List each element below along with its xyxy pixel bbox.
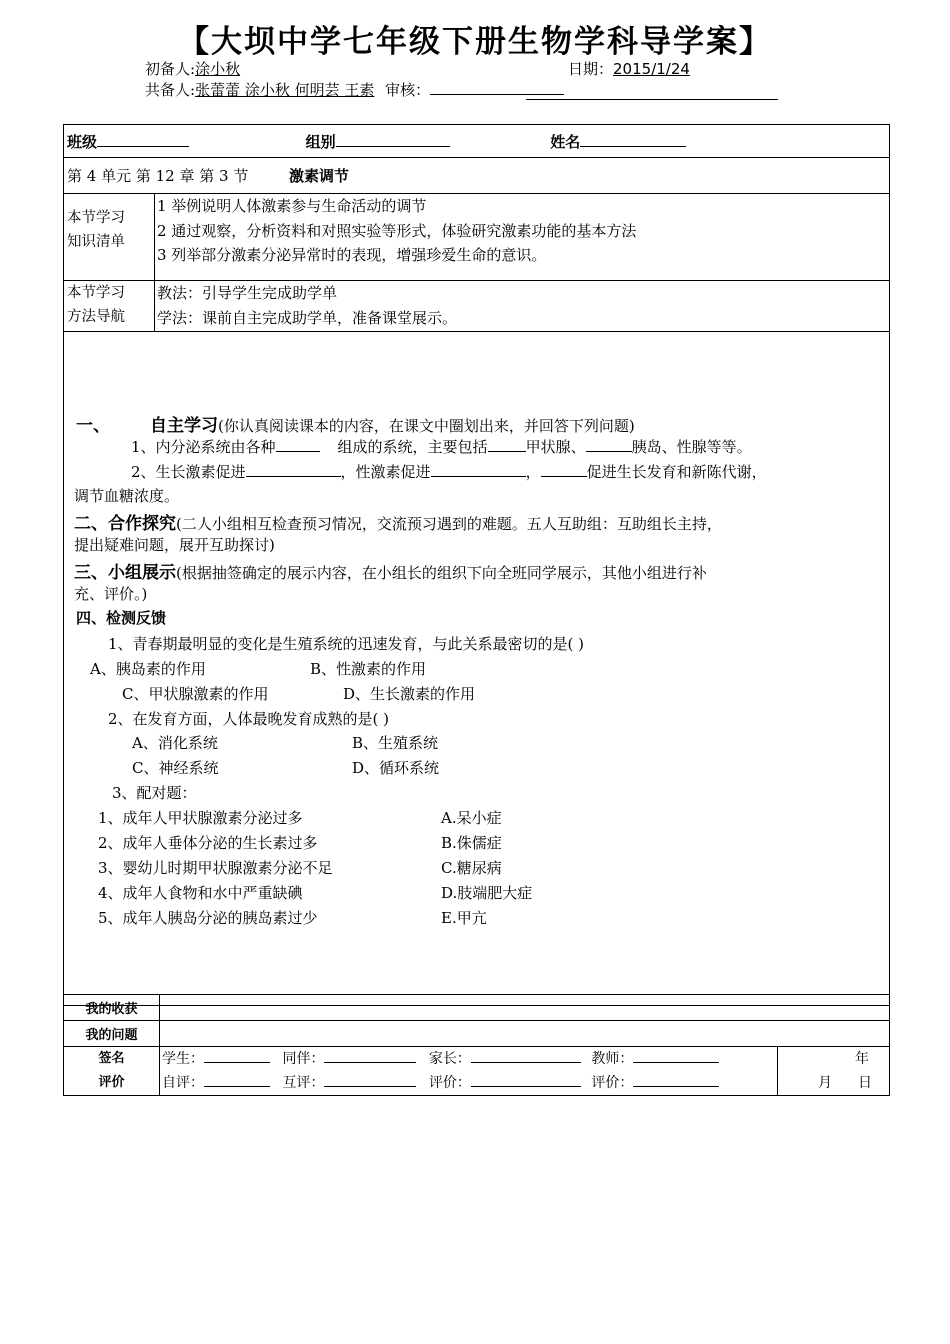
q2-text-a: 2、生长激素促进 (131, 463, 246, 481)
preparer-name: 涂小秋 (195, 60, 241, 78)
section-3-title: 三、小组展示 (74, 563, 176, 583)
t2-option-a[interactable]: A、消化系统 (132, 734, 218, 752)
t2-option-b[interactable]: B、生殖系统 (352, 734, 439, 752)
partner-label: 同伴： (282, 1051, 325, 1067)
name-blank[interactable] (580, 132, 686, 147)
section-1-num: 一、 (76, 416, 110, 436)
co-preparers-label: 共备人: (145, 81, 196, 99)
content-area (64, 332, 889, 1005)
header-rule (526, 99, 778, 100)
q1-text-c: 甲状腺、 (525, 438, 586, 456)
q2-blank-1[interactable] (246, 462, 341, 477)
group-blank[interactable] (336, 132, 450, 147)
section-1-note: (你认真阅读课本的内容，在课文中圈划出来，并回答下列问题) (218, 417, 635, 435)
section-2-note-cont: 提出疑难问题，展开互助探讨) (74, 536, 275, 554)
date-label: 日期： (568, 60, 614, 78)
question-1 (131, 436, 752, 457)
q1-text-d: 胰岛、性腺等等。 (631, 438, 752, 456)
unit-row (64, 158, 890, 194)
peer-eval-blank[interactable] (324, 1072, 416, 1087)
learning-method: 学法：课前自主完成助学单，准备课堂展示。 (157, 308, 458, 327)
harvest-field[interactable] (160, 995, 890, 1021)
match-left-item: 4、成年人食物和水中严重缺碘 (98, 884, 303, 902)
eval-label-2: 评价： (591, 1075, 634, 1091)
year-label: 年 (855, 1051, 869, 1067)
co-preparers: 张蕾蕾 涂小秋 何明芸 王素 (195, 81, 375, 99)
sign-label: 签名 (98, 1051, 125, 1066)
section-3-note-cont: 充、评价。) (74, 585, 148, 603)
t1-option-a[interactable]: A、胰岛素的作用 (90, 660, 206, 678)
preparer-label: 初备人: (145, 60, 196, 78)
reviewer-blank[interactable] (430, 80, 564, 95)
eval-blank-1[interactable] (471, 1072, 581, 1087)
eval-label-1: 评价： (428, 1075, 471, 1091)
student-info-row (64, 125, 890, 158)
match-right-item: A.呆小症 (441, 809, 502, 827)
section-1-title: 自主学习 (150, 416, 218, 436)
match-left-item: 5、成年人胰岛分泌的胰岛素过少 (98, 909, 318, 927)
t1-option-d[interactable]: D、生长激素的作用 (343, 685, 476, 703)
self-eval-label: 自评： (162, 1075, 204, 1091)
topic-text: 激素调节 (288, 167, 349, 185)
method-label-cell (64, 281, 155, 332)
class-label: 班级 (67, 132, 98, 151)
day-label: 日 (858, 1075, 872, 1091)
method-label-1: 本节学习 (67, 285, 125, 301)
test-question-1: 1、青春期最明显的变化是生殖系统的迅速发育，与此关系最密切的是( ) (108, 635, 585, 653)
t2-option-d[interactable]: D、循环系统 (352, 759, 440, 777)
teaching-method: 教法：引导学生完成助学单 (157, 284, 338, 302)
q2-text-c: ， (525, 463, 541, 481)
knowledge-label-2: 知识清单 (67, 234, 125, 250)
evaluate-label: 评价 (98, 1075, 125, 1090)
parent-sign-blank[interactable] (471, 1048, 581, 1063)
q2-blank-3[interactable] (541, 462, 587, 477)
test-question-3: 3、配对题： (112, 784, 197, 802)
section-2-note: (二人小组相互检查预习情况，交流预习遇到的难题。五人互助组：互助组长主持， (176, 515, 722, 533)
date-value: 2015/1/24 (613, 60, 690, 78)
question-2-cont: 调节血糖浓度。 (74, 487, 180, 505)
knowledge-item: 1 举例说明人体激素参与生命活动的调节 (157, 197, 427, 215)
q2-text-b: ，性激素促进 (340, 463, 431, 481)
question-2 (131, 461, 767, 482)
info-table (63, 124, 890, 1006)
match-left-item: 1、成年人甲状腺激素分泌过多 (98, 809, 303, 827)
date-line (568, 58, 690, 79)
knowledge-list (155, 194, 890, 281)
reviewer-label: 审核： (385, 81, 431, 99)
section-2-title: 二、合作探究 (74, 514, 176, 534)
student-label: 学生： (162, 1051, 204, 1067)
partner-sign-blank[interactable] (324, 1048, 416, 1063)
q1-blank-3[interactable] (586, 437, 632, 452)
section-3-heading (74, 558, 707, 583)
match-right-item: C.糖尿病 (441, 859, 502, 877)
knowledge-label-1: 本节学习 (67, 210, 125, 226)
self-eval-blank[interactable] (204, 1072, 270, 1087)
q1-blank-1[interactable] (276, 437, 320, 452)
group-label: 组别 (305, 132, 336, 151)
name-label: 姓名 (550, 132, 581, 151)
sign-eval-label-cell (64, 1047, 160, 1096)
teacher-sign-blank[interactable] (633, 1048, 719, 1063)
section-4-title: 四、检测反馈 (76, 609, 167, 627)
method-list (155, 281, 890, 332)
preparer-line (145, 58, 240, 79)
test-question-2: 2、在发育方面，人体最晚发育成熟的是( ) (108, 710, 390, 728)
match-left-item: 3、婴幼儿时期甲状腺激素分泌不足 (98, 859, 333, 877)
eval-blank-2[interactable] (633, 1072, 719, 1087)
q2-text-d: 促进生长发育和新陈代谢， (586, 463, 767, 481)
sign-fields (160, 1047, 778, 1096)
section-2-heading (74, 509, 722, 534)
harvest-label: 我的收获 (64, 995, 160, 1021)
match-right-item: D.肢端肥大症 (441, 884, 533, 902)
unit-text: 第 4 单元 第 12 章 第 3 节 (67, 167, 249, 185)
match-right-item: E.甲亢 (441, 909, 487, 927)
month-label: 月 (818, 1075, 832, 1091)
peer-eval-label: 互评： (282, 1075, 325, 1091)
question-label: 我的问题 (64, 1021, 160, 1047)
teacher-label: 教师： (591, 1051, 634, 1067)
q2-blank-2[interactable] (431, 462, 526, 477)
date-cell[interactable] (778, 1047, 890, 1096)
content-cell (64, 332, 890, 1006)
page-title: 【大坝中学七年级下册生物学科导学案】 (178, 24, 772, 60)
eval-row (162, 1071, 777, 1095)
t1-option-c[interactable]: C、甲状腺激素的作用 (122, 685, 269, 703)
section-3-note: (根据抽签确定的展示内容，在小组长的组织下向全班同学展示，其他小组进行补 (176, 564, 707, 582)
month-day-row (778, 1071, 889, 1095)
t2-option-c[interactable]: C、神经系统 (132, 759, 219, 777)
parent-label: 家长： (428, 1051, 471, 1067)
class-blank[interactable] (97, 132, 189, 147)
match-left-item: 2、成年人垂体分泌的生长素过多 (98, 834, 318, 852)
q1-blank-2[interactable] (488, 437, 526, 452)
question-field[interactable] (160, 1021, 890, 1047)
method-label-2: 方法导航 (67, 309, 125, 325)
q1-text-b: 组成的系统，主要包括 (337, 438, 488, 456)
knowledge-item: 2 通过观察，分析资料和对照实验等形式，体验研究激素功能的基本方法 (157, 221, 637, 240)
student-sign-blank[interactable] (204, 1048, 270, 1063)
match-right-item: B.侏儒症 (441, 834, 502, 852)
sign-row (162, 1047, 777, 1071)
co-preparers-line (145, 79, 564, 100)
knowledge-label-cell (64, 194, 155, 281)
t1-option-b[interactable]: B、性激素的作用 (310, 660, 427, 678)
q1-text-a: 1、内分泌系统由各种 (131, 438, 276, 456)
knowledge-item: 3 列举部分激素分泌异常时的表现，增强珍爱生命的意识。 (157, 246, 547, 264)
footer-table (63, 994, 890, 1096)
section-1-heading (76, 411, 635, 436)
